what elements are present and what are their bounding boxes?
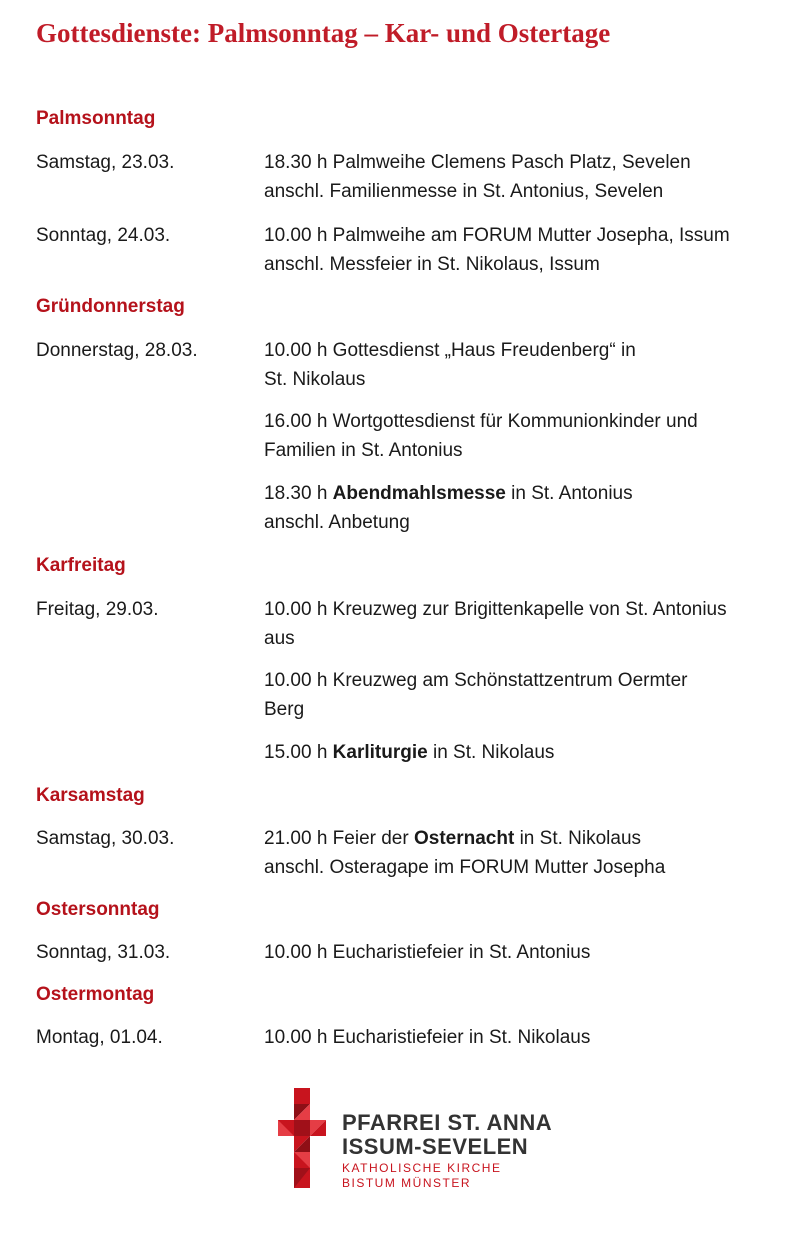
entry-line: 10.00 h Eucharistiefeier in St. Nikolaus xyxy=(264,1027,591,1048)
day-label: Montag, 01.04. xyxy=(36,1027,163,1048)
day-label: Samstag, 23.03. xyxy=(36,152,175,173)
service-entry xyxy=(264,221,774,279)
service-entry xyxy=(264,666,774,724)
section-heading-karsamstag: Karsamstag xyxy=(36,785,145,806)
highlight-text: Abendmahlsmesse xyxy=(332,483,506,504)
day-label: Sonntag, 24.03. xyxy=(36,225,171,246)
service-entry xyxy=(264,1023,774,1052)
entry-line: 18.30 h Palmweihe Clemens Pasch Platz, Sevelen xyxy=(264,152,691,173)
service-entry xyxy=(264,407,774,465)
highlight-text: Osternacht xyxy=(413,828,515,849)
section-heading-karfreitag: Karfreitag xyxy=(36,555,126,576)
entry-line: St. Nikolaus xyxy=(264,369,366,390)
entry-line: 10.00 h Palmweihe am FORUM Mutter Josepha, Issum xyxy=(264,225,730,246)
entry-line: 16.00 h Wortgottesdienst für Kommunionkinder und xyxy=(264,411,698,432)
entry-line: anschl. Osteragape im FORUM Mutter Josepha xyxy=(264,857,666,878)
entry-line: anschl. Messfeier in St. Nikolaus, Issum xyxy=(264,254,600,275)
highlight-text: Karliturgie xyxy=(332,742,428,763)
section-heading-gruendonnerstag: Gründonnerstag xyxy=(36,296,185,317)
entry-line: anschl. Familienmesse in St. Antonius, Sevelen xyxy=(264,181,664,202)
service-entry xyxy=(264,479,774,537)
service-entry xyxy=(264,595,774,653)
logo-title-line: PFARREI ST. ANNA xyxy=(342,1110,553,1135)
cross-logo-icon xyxy=(276,1088,328,1192)
entry-line: 10.00 h Kreuzweg zur Brigittenkapelle von St. Antonius xyxy=(264,599,727,620)
entry-line: Familien in St. Antonius xyxy=(264,440,463,461)
entry-line: 18.30 h Abendmahlsmesse in St. Antonius xyxy=(264,483,633,504)
parish-logo xyxy=(276,1088,576,1192)
entry-line: 10.00 h Kreuzweg am Schönstattzentrum Oermter xyxy=(264,670,688,691)
entry-line: 21.00 h Feier der Osternacht in St. Nikolaus xyxy=(264,828,642,849)
entry-line: Berg xyxy=(264,699,305,720)
section-heading-ostersonntag: Ostersonntag xyxy=(36,899,160,920)
entry-line: 10.00 h Eucharistiefeier in St. Antonius xyxy=(264,942,591,963)
logo-subtitle-line: KATHOLISCHE KIRCHE xyxy=(342,1161,502,1175)
service-entry xyxy=(264,824,774,882)
day-label: Freitag, 29.03. xyxy=(36,599,159,620)
service-entry xyxy=(264,336,774,394)
entry-line: anschl. Anbetung xyxy=(264,512,410,533)
day-label: Sonntag, 31.03. xyxy=(36,942,171,963)
section-heading-palmsonntag: Palmsonntag xyxy=(36,108,156,129)
entry-line: aus xyxy=(264,628,295,649)
logo-subtitle-line: BISTUM MÜNSTER xyxy=(342,1176,471,1190)
logo-title-line: ISSUM-SEVELEN xyxy=(342,1134,529,1159)
day-label: Donnerstag, 28.03. xyxy=(36,340,198,361)
entry-line: 15.00 h Karliturgie in St. Nikolaus xyxy=(264,742,555,763)
service-entry xyxy=(264,148,774,206)
service-entry xyxy=(264,738,774,767)
entry-line: 10.00 h Gottesdienst „Haus Freudenberg“ in xyxy=(264,340,636,361)
day-label: Samstag, 30.03. xyxy=(36,828,175,849)
page-title: Gottesdienste: Palmsonntag – Kar- und Ostertage xyxy=(36,18,611,48)
service-entry xyxy=(264,938,774,967)
section-heading-ostermontag: Ostermontag xyxy=(36,984,155,1005)
